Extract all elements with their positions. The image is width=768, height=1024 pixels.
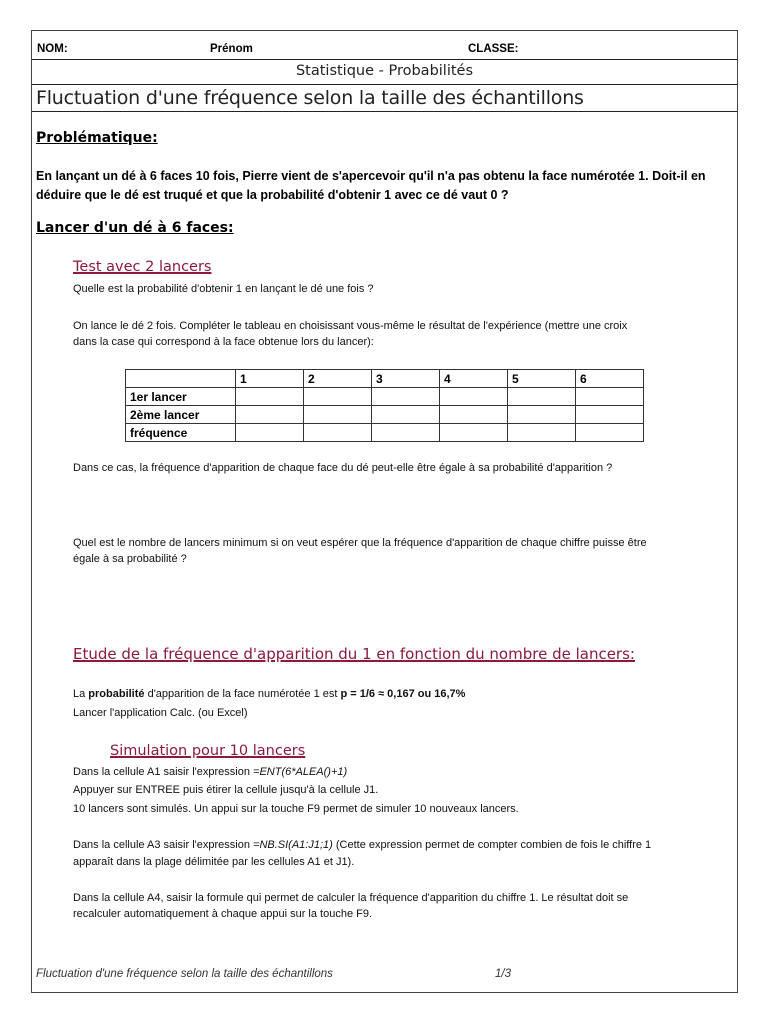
answer-cell[interactable] xyxy=(508,406,576,424)
answer-cell[interactable] xyxy=(576,388,644,406)
probability-word: probabilité xyxy=(88,688,145,700)
answer-cell[interactable] xyxy=(304,406,372,424)
row-label-first-throw: 1er lancer xyxy=(126,388,236,406)
probability-middle: d'apparition de la face numérotée 1 est xyxy=(144,688,341,700)
column-header-face-2: 2 xyxy=(304,370,372,388)
simulation-step1 xyxy=(73,764,347,781)
answer-cell[interactable] xyxy=(304,424,372,442)
table-row xyxy=(126,424,644,442)
table-corner-cell xyxy=(126,370,236,388)
test-two-throws-title: Test avec 2 lancers xyxy=(73,259,212,275)
study-section-title: Etude de la fréquence d'apparition du 1 en fonction du nombre de lancers: xyxy=(73,645,635,663)
answer-cell[interactable] xyxy=(576,406,644,424)
column-header-face-1: 1 xyxy=(236,370,304,388)
step4-text: Dans la cellule A3 saisir l'expression xyxy=(73,839,254,851)
probability-prefix: La xyxy=(73,688,89,700)
answer-cell[interactable] xyxy=(304,388,372,406)
answer-cell[interactable] xyxy=(236,406,304,424)
simulation-step4 xyxy=(73,837,651,854)
column-header-face-3: 3 xyxy=(372,370,440,388)
instruction-line2: dans la case qui correspond à la face obtenue lors du lancer): xyxy=(73,336,374,348)
nom-label: NOM: xyxy=(37,43,68,55)
simulation-step2: Appuyer sur ENTREE puis étirer la cellule jusqu'à la cellule J1. xyxy=(73,784,379,796)
answer-cell[interactable] xyxy=(440,424,508,442)
answer-cell[interactable] xyxy=(440,388,508,406)
simulation-step5-line2: recalculer automatiquement à chaque appui sur la touche F9. xyxy=(73,908,373,920)
step1-formula: =ENT(6*ALEA()+1) xyxy=(253,766,348,778)
answer-cell[interactable] xyxy=(236,424,304,442)
problematique-text-line1: En lançant un dé à 6 faces 10 fois, Pierre vient de s'apercevoir qu'il n'a pas obtenu la face numérotée 1. Doit-il en xyxy=(36,169,706,183)
answer-cell[interactable] xyxy=(576,424,644,442)
problematique-text-line2: déduire que le dé est truqué et que la probabilité d'obtenir 1 avec ce dé vaut 0 ? xyxy=(36,188,509,202)
question-min-throws-line2: égale à sa probabilité ? xyxy=(73,553,187,565)
row-label-frequency: fréquence xyxy=(126,424,236,442)
row-label-second-throw: 2ème lancer xyxy=(126,406,236,424)
answer-cell[interactable] xyxy=(508,388,576,406)
lancer-heading: Lancer d'un dé à 6 faces: xyxy=(36,220,234,236)
simulation-title: Simulation pour 10 lancers xyxy=(110,743,306,759)
answer-cell[interactable] xyxy=(440,406,508,424)
instruction-line1: On lance le dé 2 fois. Compléter le tableau en choisissant vous-même le résultat de l'expérience (mettre une croix xyxy=(73,320,628,332)
answer-cell[interactable] xyxy=(372,388,440,406)
prenom-label: Prénom xyxy=(210,43,253,55)
answer-cell[interactable] xyxy=(236,388,304,406)
probability-value: p = 1/6 ≈ 0,167 ou 16,7% xyxy=(340,688,466,700)
column-header-face-4: 4 xyxy=(440,370,508,388)
table-row xyxy=(126,388,644,406)
simulation-step5-line1: Dans la cellule A4, saisir la formule qui permet de calculer la fréquence d'apparition du chiffre 1. Le résultat doit se xyxy=(73,892,629,904)
column-header-face-6: 6 xyxy=(576,370,644,388)
launch-app-instruction: Lancer l'application Calc. (ou Excel) xyxy=(73,707,248,719)
step4-explanation: (Cette expression permet de compter combien de fois le chiffre 1 xyxy=(332,839,652,851)
classe-label: CLASSE: xyxy=(468,43,519,55)
answer-cell[interactable] xyxy=(508,424,576,442)
table-row xyxy=(126,406,644,424)
column-header-face-5: 5 xyxy=(508,370,576,388)
problematique-heading: Problématique: xyxy=(36,130,158,146)
question-frequency-equal: Dans ce cas, la fréquence d'apparition de chaque face du dé peut-elle être égale à sa probabilité d'apparition ? xyxy=(73,462,613,474)
subject-title: Statistique - Probabilités xyxy=(295,63,474,79)
question-min-throws-line1: Quel est le nombre de lancers minimum si on veut espérer que la fréquence d'apparition de chaque chiffre puisse être xyxy=(73,537,647,549)
step1-text: Dans la cellule A1 saisir l'expression xyxy=(73,766,254,778)
footer-title: Fluctuation d'une fréquence selon la taille des échantillons xyxy=(36,968,333,980)
answer-cell[interactable] xyxy=(372,406,440,424)
page-number: 1/3 xyxy=(495,968,511,980)
question-probability-one: Quelle est la probabilité d'obtenir 1 en lançant le dé une fois ? xyxy=(73,283,374,295)
step4-formula: =NB.SI(A1:J1;1) xyxy=(253,839,333,851)
probability-statement xyxy=(73,686,465,703)
simulation-step3: 10 lancers sont simulés. Un appui sur la touche F9 permet de simuler 10 nouveaux lancers. xyxy=(73,803,519,815)
dice-results-table xyxy=(125,369,644,442)
simulation-step4-line2: apparaît dans la plage délimitée par les cellules A1 et J1). xyxy=(73,856,355,868)
table-header-row xyxy=(126,370,644,388)
page-title: Fluctuation d'une fréquence selon la taille des échantillons xyxy=(36,87,584,109)
answer-cell[interactable] xyxy=(372,424,440,442)
